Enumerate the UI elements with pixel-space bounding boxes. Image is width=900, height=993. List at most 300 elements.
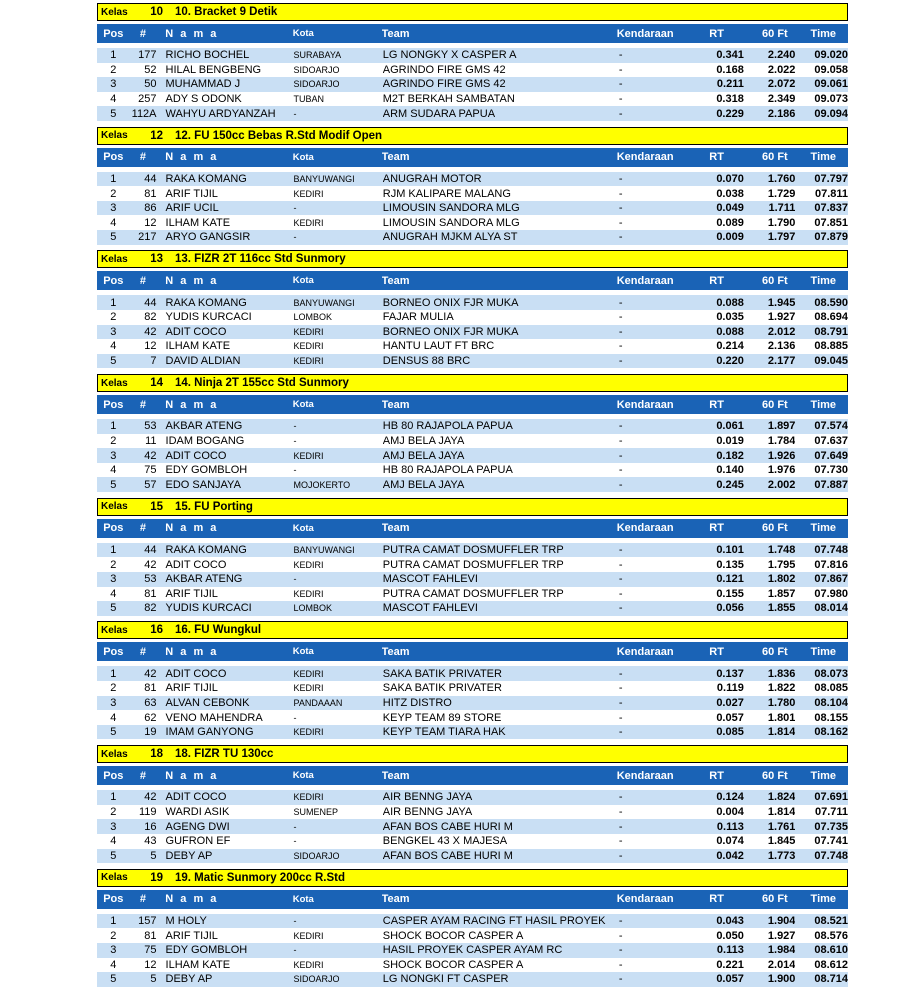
- cell-vehicle: -: [618, 63, 623, 76]
- table-header: [97, 271, 848, 290]
- table-row: [97, 354, 848, 369]
- cell-race-number: 5: [150, 973, 157, 986]
- cell-rider-name: AGENG DWI: [165, 820, 230, 833]
- cell-pos: 3: [110, 78, 117, 91]
- table-row: [97, 448, 848, 463]
- cell-sixty-ft: 1.945: [767, 296, 796, 309]
- header-race-number: #: [139, 151, 146, 164]
- cell-vehicle: -: [618, 958, 623, 971]
- cell-time: 08.162: [814, 726, 848, 739]
- table-row: [97, 557, 848, 572]
- table-row: [97, 805, 848, 820]
- cell-vehicle: -: [618, 587, 623, 600]
- cell-pos: 5: [110, 355, 117, 368]
- cell-race-number: 43: [144, 835, 157, 848]
- cell-time: 09.058: [814, 63, 848, 76]
- cell-city: KEDIRI: [293, 341, 324, 352]
- cell-sixty-ft: 1.773: [767, 849, 796, 862]
- cell-team: KEYP TEAM TIARA HAK: [382, 726, 506, 739]
- cell-team: HB 80 RAJAPOLA PAPUA: [382, 464, 513, 477]
- cell-race-number: 257: [138, 93, 157, 106]
- header-race-number: #: [139, 645, 146, 658]
- cell-sixty-ft: 1.814: [767, 806, 796, 819]
- header-reaction-time: RT: [709, 645, 724, 658]
- cell-city: -: [293, 232, 297, 243]
- class-title-bar: [97, 745, 848, 763]
- header-pos: Pos: [103, 274, 124, 287]
- cell-reaction-time: 0.089: [716, 216, 744, 229]
- class-title: 15. FU Porting: [175, 500, 253, 513]
- cell-race-number: 12: [144, 216, 157, 229]
- class-number: 12: [150, 129, 163, 142]
- cell-race-number: 44: [144, 172, 157, 185]
- table-row: [97, 958, 848, 973]
- class-label: Kelas: [101, 501, 128, 513]
- cell-rider-name: WARDI ASIK: [165, 806, 230, 819]
- cell-sixty-ft: 2.012: [767, 325, 796, 338]
- cell-time: 09.061: [814, 78, 848, 91]
- cell-rider-name: ARIF TIJIL: [165, 929, 218, 942]
- cell-team: PUTRA CAMAT DOSMUFFLER TRP: [382, 558, 564, 571]
- class-number: 19: [150, 871, 163, 884]
- header-rider-name: N a m a: [165, 274, 219, 287]
- cell-rider-name: ADIT COCO: [165, 449, 227, 462]
- table-row: [97, 601, 848, 616]
- cell-pos: 5: [110, 973, 117, 986]
- header-sixty-ft: 60 Ft: [762, 893, 788, 906]
- cell-reaction-time: 0.050: [716, 929, 744, 942]
- header-reaction-time: RT: [709, 274, 724, 287]
- cell-reaction-time: 0.027: [716, 696, 744, 709]
- cell-vehicle: -: [618, 202, 623, 215]
- cell-city: -: [293, 465, 297, 476]
- cell-time: 08.521: [814, 915, 848, 928]
- cell-team: MASCOT FAHLEVI: [382, 602, 478, 615]
- cell-vehicle: -: [618, 78, 623, 91]
- class-title-bar: [97, 869, 848, 887]
- header-pos: Pos: [103, 645, 124, 658]
- header-vehicle: Kendaraan: [616, 274, 674, 287]
- table-header: [97, 642, 848, 661]
- cell-team: AMJ BELA JAYA: [382, 449, 465, 462]
- class-section: [97, 127, 848, 251]
- cell-rider-name: EDY GOMBLOH: [165, 464, 248, 477]
- cell-team: SHOCK BOCOR CASPER A: [382, 958, 524, 971]
- class-title-bar: [97, 250, 848, 268]
- cell-pos: 4: [110, 587, 117, 600]
- header-rider-name: N a m a: [165, 398, 219, 411]
- header-time: Time: [810, 522, 837, 535]
- header-pos: Pos: [103, 769, 124, 782]
- header-vehicle: Kendaraan: [616, 151, 674, 164]
- table-header: [97, 519, 848, 538]
- cell-race-number: 82: [144, 311, 157, 324]
- cell-city: KEDIRI: [293, 727, 324, 738]
- cell-reaction-time: 0.124: [716, 791, 744, 804]
- cell-city: -: [293, 821, 297, 832]
- cell-reaction-time: 0.085: [716, 726, 744, 739]
- cell-time: 08.073: [814, 667, 848, 680]
- header-team: Team: [381, 27, 410, 40]
- cell-rider-name: DEBY AP: [165, 973, 213, 986]
- cell-sixty-ft: 1.729: [767, 187, 796, 200]
- cell-reaction-time: 0.101: [716, 544, 744, 557]
- cell-sixty-ft: 2.240: [767, 49, 796, 62]
- cell-rider-name: RAKA KOMANG: [165, 296, 247, 309]
- cell-time: 08.590: [814, 296, 848, 309]
- header-race-number: #: [139, 27, 146, 40]
- cell-city: PANDAAAN: [293, 697, 343, 708]
- cell-race-number: 119: [138, 806, 157, 819]
- cell-team: LIMOUSIN SANDORA MLG: [382, 202, 520, 215]
- cell-sixty-ft: 1.801: [767, 711, 796, 724]
- cell-rider-name: ADIT COCO: [165, 667, 227, 680]
- cell-race-number: 82: [144, 602, 157, 615]
- class-number: 16: [150, 624, 163, 637]
- cell-pos: 4: [110, 711, 117, 724]
- header-reaction-time: RT: [709, 893, 724, 906]
- cell-pos: 5: [110, 478, 117, 491]
- cell-race-number: 42: [144, 791, 157, 804]
- table-row: [97, 914, 848, 929]
- cell-vehicle: -: [618, 849, 623, 862]
- class-label: Kelas: [101, 624, 128, 636]
- table-row: [97, 434, 848, 449]
- cell-team: LIMOUSIN SANDORA MLG: [382, 216, 520, 229]
- cell-sixty-ft: 1.790: [767, 216, 796, 229]
- cell-time: 07.887: [814, 478, 848, 491]
- cell-sixty-ft: 1.927: [767, 929, 796, 942]
- class-section: [97, 250, 848, 374]
- cell-sixty-ft: 2.349: [767, 93, 796, 106]
- cell-city: SURABAYA: [293, 50, 342, 61]
- cell-race-number: 42: [144, 449, 157, 462]
- cell-rider-name: ARIF UCIL: [165, 202, 219, 215]
- cell-time: 09.094: [814, 107, 848, 120]
- cell-reaction-time: 0.019: [716, 434, 744, 447]
- cell-pos: 3: [110, 820, 117, 833]
- cell-race-number: 62: [144, 711, 157, 724]
- cell-pos: 3: [110, 573, 117, 586]
- header-sixty-ft: 60 Ft: [762, 151, 788, 164]
- class-label: Kelas: [101, 748, 128, 760]
- cell-time: 07.748: [814, 849, 848, 862]
- table-row: [97, 230, 848, 245]
- cell-reaction-time: 0.035: [716, 311, 744, 324]
- class-title: 16. FU Wungkul: [175, 624, 262, 637]
- header-team: Team: [381, 398, 410, 411]
- cell-time: 07.980: [814, 587, 848, 600]
- cell-time: 07.811: [814, 187, 848, 200]
- table-row: [97, 463, 848, 478]
- cell-race-number: 63: [144, 696, 157, 709]
- cell-pos: 5: [110, 231, 117, 244]
- cell-time: 07.574: [814, 420, 848, 433]
- header-city: Kota: [292, 522, 314, 534]
- cell-vehicle: -: [618, 107, 623, 120]
- cell-city: KEDIRI: [293, 588, 324, 599]
- cell-team: AIR BENNG JAYA: [382, 791, 473, 804]
- class-title-bar: [97, 621, 848, 639]
- cell-pos: 2: [110, 187, 117, 200]
- cell-race-number: 81: [144, 587, 157, 600]
- cell-vehicle: -: [618, 696, 623, 709]
- header-city: Kota: [292, 646, 314, 658]
- cell-pos: 5: [110, 107, 117, 120]
- cell-vehicle: -: [618, 434, 623, 447]
- cell-city: KEDIRI: [293, 356, 324, 367]
- header-rider-name: N a m a: [165, 151, 219, 164]
- header-race-number: #: [139, 522, 146, 535]
- cell-pos: 3: [110, 449, 117, 462]
- table-row: [97, 215, 848, 230]
- header-pos: Pos: [103, 522, 124, 535]
- cell-reaction-time: 0.119: [716, 682, 744, 695]
- header-vehicle: Kendaraan: [616, 893, 674, 906]
- table-header: [97, 24, 848, 43]
- header-reaction-time: RT: [709, 151, 724, 164]
- cell-pos: 4: [110, 835, 117, 848]
- cell-rider-name: WAHYU ARDYANZAH: [165, 107, 276, 120]
- cell-time: 08.576: [814, 929, 848, 942]
- cell-sixty-ft: 1.760: [767, 172, 796, 185]
- cell-time: 07.691: [814, 791, 848, 804]
- cell-time: 07.637: [814, 434, 848, 447]
- cell-city: SIDOARJO: [293, 974, 340, 985]
- cell-pos: 3: [110, 325, 117, 338]
- cell-city: KEDIRI: [293, 450, 324, 461]
- cell-team: ARM SUDARA PAPUA: [382, 107, 496, 120]
- cell-reaction-time: 0.168: [716, 63, 744, 76]
- table-row: [97, 943, 848, 958]
- cell-race-number: 157: [138, 915, 157, 928]
- cell-time: 09.020: [814, 49, 848, 62]
- cell-vehicle: -: [618, 49, 623, 62]
- cell-sixty-ft: 2.136: [767, 340, 796, 353]
- cell-team: KEYP TEAM 89 STORE: [382, 711, 502, 724]
- cell-sixty-ft: 1.761: [767, 820, 796, 833]
- cell-race-number: 11: [145, 434, 157, 447]
- cell-race-number: 81: [144, 929, 157, 942]
- cell-time: 08.610: [814, 944, 848, 957]
- class-title: 12. FU 150cc Bebas R.Std Modif Open: [175, 129, 383, 142]
- cell-rider-name: ARIF TIJIL: [165, 682, 218, 695]
- cell-pos: 2: [110, 682, 117, 695]
- cell-time: 08.694: [814, 311, 848, 324]
- header-team: Team: [381, 893, 410, 906]
- cell-rider-name: ILHAM KATE: [165, 216, 231, 229]
- table-row: [97, 710, 848, 725]
- table-row: [97, 186, 848, 201]
- cell-team: AMJ BELA JAYA: [382, 434, 465, 447]
- cell-rider-name: ARIF TIJIL: [165, 187, 218, 200]
- cell-time: 08.791: [814, 325, 848, 338]
- cell-time: 07.837: [814, 202, 848, 215]
- cell-reaction-time: 0.121: [716, 573, 744, 586]
- cell-sixty-ft: 1.897: [767, 420, 796, 433]
- cell-reaction-time: 0.056: [716, 602, 744, 615]
- class-section: [97, 869, 848, 993]
- cell-race-number: 86: [144, 202, 157, 215]
- cell-race-number: 12: [144, 340, 157, 353]
- cell-team: MASCOT FAHLEVI: [382, 573, 478, 586]
- cell-sixty-ft: 1.814: [767, 726, 796, 739]
- cell-reaction-time: 0.042: [716, 849, 744, 862]
- cell-pos: 1: [110, 791, 117, 804]
- cell-city: KEDIRI: [293, 668, 324, 679]
- cell-pos: 2: [110, 311, 117, 324]
- cell-city: -: [293, 945, 297, 956]
- cell-city: KEDIRI: [293, 683, 324, 694]
- class-number: 10: [150, 6, 163, 18]
- cell-reaction-time: 0.070: [716, 172, 744, 185]
- cell-race-number: 75: [144, 944, 157, 957]
- cell-vehicle: -: [618, 172, 623, 185]
- header-city: Kota: [292, 275, 314, 287]
- class-title-bar: [97, 3, 848, 21]
- header-city: Kota: [292, 893, 314, 905]
- cell-reaction-time: 0.038: [716, 187, 744, 200]
- header-race-number: #: [139, 893, 146, 906]
- class-number: 14: [150, 377, 163, 390]
- header-sixty-ft: 60 Ft: [762, 274, 788, 287]
- cell-team: RJM KALIPARE MALANG: [382, 187, 511, 200]
- class-section: [97, 621, 848, 745]
- cell-vehicle: -: [618, 558, 623, 571]
- cell-vehicle: -: [618, 340, 623, 353]
- cell-team: HB 80 RAJAPOLA PAPUA: [382, 420, 513, 433]
- cell-team: AGRINDO FIRE GMS 42: [382, 78, 506, 91]
- cell-vehicle: -: [618, 464, 623, 477]
- table-row: [97, 172, 848, 187]
- cell-city: KEDIRI: [293, 792, 324, 803]
- cell-rider-name: IDAM BOGANG: [165, 434, 245, 447]
- cell-city: LOMBOK: [293, 312, 332, 323]
- class-label: Kelas: [101, 872, 128, 884]
- header-pos: Pos: [103, 27, 124, 40]
- cell-vehicle: -: [618, 449, 623, 462]
- cell-time: 08.014: [814, 602, 848, 615]
- class-section: [97, 3, 848, 127]
- cell-city: -: [293, 916, 297, 927]
- header-race-number: #: [139, 398, 146, 411]
- cell-rider-name: ADIT COCO: [165, 558, 227, 571]
- header-reaction-time: RT: [709, 27, 724, 40]
- cell-time: 07.797: [814, 172, 848, 185]
- table-row: [97, 543, 848, 558]
- cell-vehicle: -: [618, 915, 623, 928]
- class-title: 18. FIZR TU 130cc: [175, 748, 274, 761]
- cell-rider-name: EDY GOMBLOH: [165, 944, 248, 957]
- cell-time: 07.816: [814, 558, 848, 571]
- cell-sixty-ft: 1.836: [767, 667, 796, 680]
- cell-reaction-time: 0.074: [716, 835, 744, 848]
- cell-sixty-ft: 1.748: [767, 544, 796, 557]
- cell-pos: 2: [110, 63, 117, 76]
- cell-sixty-ft: 1.900: [767, 973, 796, 986]
- cell-team: LG NONGKY X CASPER A: [382, 49, 517, 62]
- cell-reaction-time: 0.245: [716, 478, 744, 491]
- cell-vehicle: -: [618, 602, 623, 615]
- cell-reaction-time: 0.009: [716, 231, 744, 244]
- cell-pos: 2: [110, 434, 117, 447]
- cell-reaction-time: 0.088: [716, 296, 744, 309]
- cell-city: SIDOARJO: [293, 64, 340, 75]
- cell-sixty-ft: 2.014: [767, 958, 796, 971]
- cell-city: KEDIRI: [293, 188, 324, 199]
- cell-vehicle: -: [618, 231, 623, 244]
- cell-race-number: 57: [144, 478, 157, 491]
- table-row: [97, 834, 848, 849]
- cell-vehicle: -: [618, 544, 623, 557]
- header-pos: Pos: [103, 893, 124, 906]
- cell-team: BORNEO ONIX FJR MUKA: [382, 296, 519, 309]
- cell-sixty-ft: 1.802: [767, 573, 796, 586]
- table-row: [97, 790, 848, 805]
- cell-vehicle: -: [618, 478, 623, 491]
- cell-time: 07.851: [814, 216, 848, 229]
- header-race-number: #: [139, 274, 146, 287]
- cell-race-number: 42: [144, 325, 157, 338]
- cell-race-number: 81: [144, 682, 157, 695]
- header-city: Kota: [292, 770, 314, 782]
- table-row: [97, 106, 848, 121]
- cell-pos: 5: [110, 726, 117, 739]
- cell-rider-name: AKBAR ATENG: [165, 420, 243, 433]
- cell-time: 07.879: [814, 231, 848, 244]
- cell-rider-name: ARYO GANGSIR: [165, 231, 251, 244]
- cell-time: 09.073: [814, 93, 848, 106]
- cell-team: SHOCK BOCOR CASPER A: [382, 929, 524, 942]
- cell-rider-name: ADIT COCO: [165, 325, 227, 338]
- header-time: Time: [810, 274, 837, 287]
- header-team: Team: [381, 522, 410, 535]
- header-sixty-ft: 60 Ft: [762, 522, 788, 535]
- class-title-bar: [97, 374, 848, 392]
- header-rider-name: N a m a: [165, 645, 219, 658]
- cell-pos: 4: [110, 216, 117, 229]
- cell-race-number: 5: [150, 849, 157, 862]
- class-title: 10. Bracket 9 Detik: [175, 6, 278, 18]
- cell-reaction-time: 0.318: [716, 93, 744, 106]
- cell-race-number: 217: [138, 231, 157, 244]
- cell-pos: 1: [110, 420, 117, 433]
- cell-pos: 4: [110, 93, 117, 106]
- header-team: Team: [381, 274, 410, 287]
- table-row: [97, 666, 848, 681]
- cell-reaction-time: 0.057: [716, 973, 744, 986]
- cell-time: 08.612: [814, 958, 848, 971]
- cell-vehicle: -: [618, 944, 623, 957]
- cell-sixty-ft: 1.824: [767, 791, 796, 804]
- header-rider-name: N a m a: [165, 769, 219, 782]
- cell-sixty-ft: 1.784: [767, 434, 796, 447]
- cell-rider-name: YUDIS KURCACI: [165, 311, 252, 324]
- cell-rider-name: ILHAM KATE: [165, 958, 231, 971]
- cell-sixty-ft: 1.927: [767, 311, 796, 324]
- table-row: [97, 92, 848, 107]
- cell-city: BANYUWANGI: [293, 545, 355, 556]
- class-label: Kelas: [101, 377, 128, 389]
- header-rider-name: N a m a: [165, 522, 219, 535]
- header-sixty-ft: 60 Ft: [762, 27, 788, 40]
- table-header: [97, 890, 848, 909]
- cell-pos: 2: [110, 929, 117, 942]
- class-section: [97, 498, 848, 622]
- cell-city: BANYUWANGI: [293, 173, 355, 184]
- cell-pos: 3: [110, 944, 117, 957]
- header-sixty-ft: 60 Ft: [762, 645, 788, 658]
